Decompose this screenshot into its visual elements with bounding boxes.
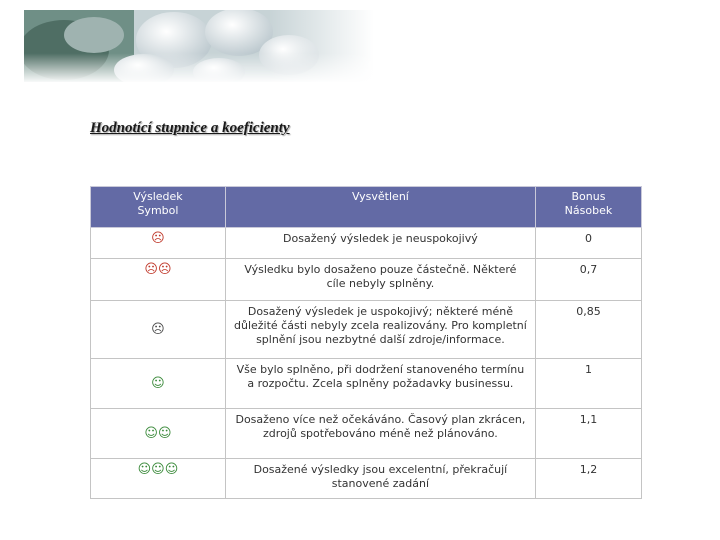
- header-symbol-line1: Výsledek: [133, 190, 183, 203]
- bonus-cell: 1,2: [535, 459, 641, 499]
- sad-face-icon: ☹: [151, 231, 165, 246]
- header-explanation: Vysvětlení: [225, 187, 535, 228]
- bonus-cell: 1: [535, 359, 641, 409]
- table-row: [91, 259, 642, 301]
- header-symbol-line2: Symbol: [137, 204, 179, 217]
- grading-table: [90, 186, 642, 499]
- table-row: [91, 459, 642, 499]
- happy-face-icon: ☺: [151, 375, 165, 391]
- happy-faces-icon: ☺☺: [144, 425, 172, 441]
- bonus-cell: 0,7: [535, 259, 641, 301]
- header-bonus: [535, 187, 641, 228]
- symbol-cell: [91, 359, 226, 409]
- explanation-cell: Vše bylo splněno, při dodržení stanoveného termínu a rozpočtu. Zcela splněny požadavky businessu.: [225, 359, 535, 409]
- table-row: [91, 359, 642, 409]
- symbol-cell: [91, 228, 226, 259]
- bonus-cell: 1,1: [535, 409, 641, 459]
- symbol-cell: [91, 459, 226, 499]
- table-row: [91, 301, 642, 359]
- header-symbol: [91, 187, 226, 228]
- explanation-cell: Dosaženo více než očekáváno. Časový plan zkrácen, zdrojů spotřebováno méně než plánováno.: [225, 409, 535, 459]
- explanation-cell: Dosažený výsledek je uspokojivý; některé méně důležité části nebyly zcela realizovány. Pro kompletní splnění jsou nezbytné další zdroje/informace.: [225, 301, 535, 359]
- explanation-cell: Výsledku bylo dosaženo pouze částečně. Některé cíle nebyly splněny.: [225, 259, 535, 301]
- header-bonus-line2: Násobek: [564, 204, 613, 217]
- explanation-cell: Dosažené výsledky jsou excelentní, překračují stanovené zadání: [225, 459, 535, 499]
- neutral-face-icon: ☹: [151, 321, 165, 337]
- explanation-cell: Dosažený výsledek je neuspokojivý: [225, 228, 535, 259]
- header-banner-image: [24, 10, 374, 82]
- pills-banner-graphic: [24, 10, 374, 82]
- table-row: [91, 409, 642, 459]
- symbol-cell: [91, 301, 226, 359]
- page-title: Hodnotící stupnice a koeficienty: [90, 120, 290, 136]
- sad-faces-icon: ☹☹: [144, 262, 172, 277]
- bonus-cell: 0,85: [535, 301, 641, 359]
- table-header-row: [91, 187, 642, 228]
- bonus-cell: 0: [535, 228, 641, 259]
- header-bonus-line1: Bonus: [571, 190, 606, 203]
- happy-faces-triple-icon: ☺☺☺: [137, 462, 179, 477]
- symbol-cell: [91, 259, 226, 301]
- symbol-cell: [91, 409, 226, 459]
- table-row: [91, 228, 642, 259]
